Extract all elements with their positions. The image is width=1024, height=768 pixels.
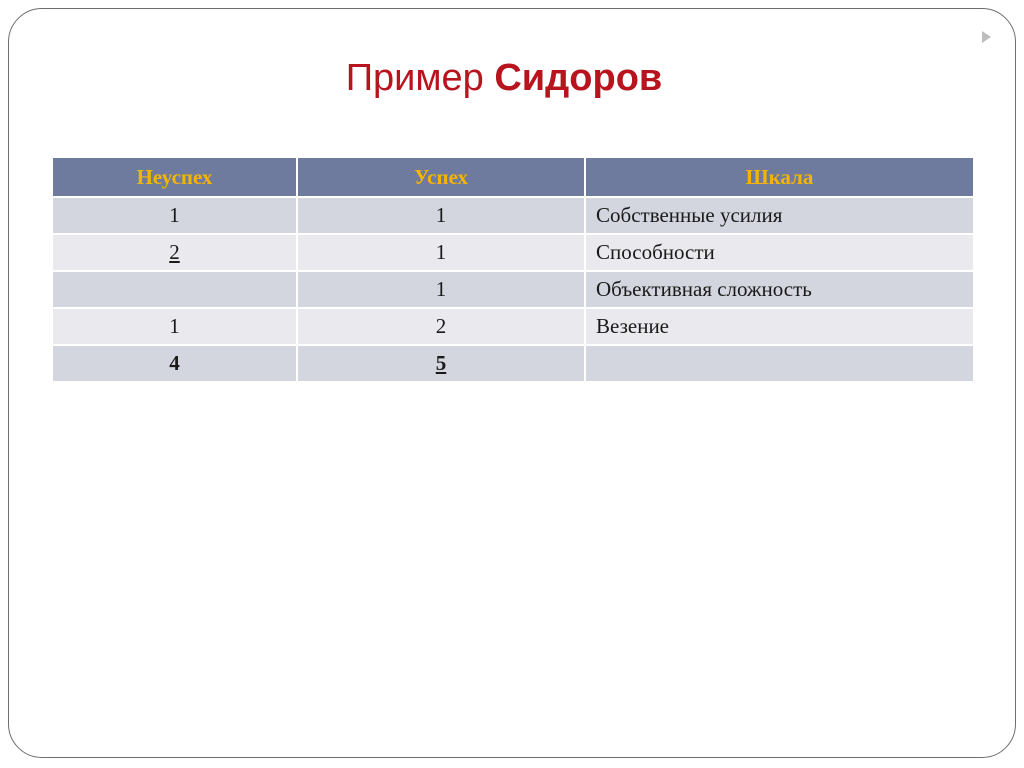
total-success-value: 5 (435, 351, 447, 375)
total-fail: 4 (52, 345, 297, 382)
cell-fail-value: 2 (169, 240, 180, 264)
triangle-right-icon (982, 31, 991, 43)
table-row (52, 234, 974, 271)
cell-scale: Способности (585, 234, 974, 271)
slide (8, 8, 1016, 758)
cell-scale: Собственные усилия (585, 197, 974, 234)
cell-fail: 1 (52, 197, 297, 234)
cell-scale: Объективная сложность (585, 271, 974, 308)
attribution-table (51, 156, 975, 383)
header-scale: Шкала (585, 157, 974, 197)
cell-success: 2 (297, 308, 585, 345)
cell-success: 1 (297, 234, 585, 271)
header-success: Успех (297, 157, 585, 197)
cell-success: 1 (297, 197, 585, 234)
table-row (52, 197, 974, 234)
table-header-row (52, 157, 974, 197)
table-row (52, 308, 974, 345)
slide-title (9, 51, 999, 105)
cell-scale: Везение (585, 308, 974, 345)
cell-fail (52, 234, 297, 271)
cell-fail (52, 271, 297, 308)
table-row (52, 271, 974, 308)
total-scale (585, 345, 974, 382)
header-fail: Неуспех (52, 157, 297, 197)
cell-success: 1 (297, 271, 585, 308)
total-success (297, 345, 585, 382)
table-total-row (52, 345, 974, 382)
cell-fail: 1 (52, 308, 297, 345)
title-name: Сидоров (494, 57, 663, 99)
title-prefix: Пример (345, 57, 484, 99)
